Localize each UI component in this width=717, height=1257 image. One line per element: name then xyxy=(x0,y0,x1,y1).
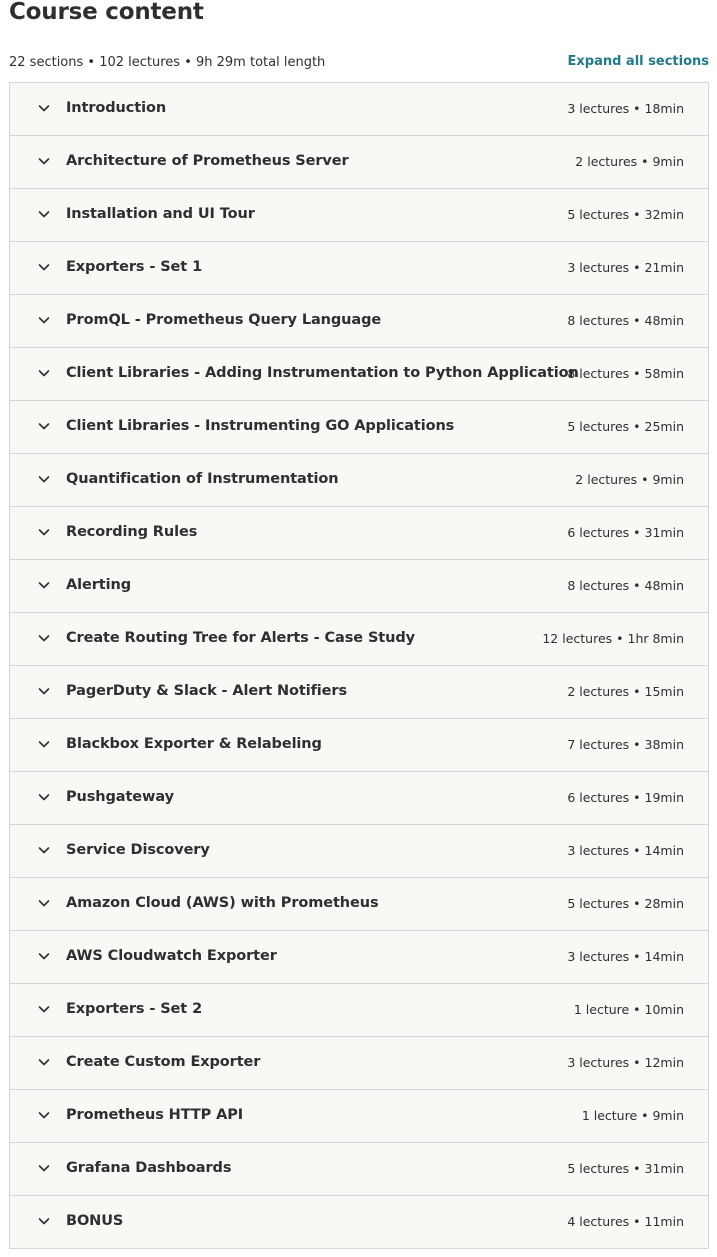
section-title: Exporters - Set 2 xyxy=(66,1001,203,1017)
section-title: Introduction xyxy=(66,100,167,116)
chevron-down-icon xyxy=(38,738,50,750)
section-title: Pushgateway xyxy=(66,789,174,805)
section-row-18[interactable] xyxy=(10,984,708,1037)
section-row-16[interactable] xyxy=(10,878,708,931)
section-title: Exporters - Set 1 xyxy=(66,259,203,275)
section-lecture-count: 1 lecture • 9min xyxy=(581,1108,684,1123)
section-title: Architecture of Prometheus Server xyxy=(66,153,349,169)
section-lecture-count: 3 lectures • 14min xyxy=(567,949,684,964)
section-lecture-count: 8 lectures • 48min xyxy=(567,578,684,593)
section-row-17[interactable] xyxy=(10,931,708,984)
chevron-down-icon xyxy=(38,473,50,485)
chevron-down-icon xyxy=(38,1109,50,1121)
chevron-down-icon xyxy=(38,950,50,962)
chevron-down-icon xyxy=(38,261,50,273)
course-summary: 22 sections • 102 lectures • 9h 29m total length xyxy=(9,55,326,70)
section-row-2[interactable] xyxy=(10,136,708,189)
chevron-down-icon xyxy=(38,791,50,803)
section-lecture-count: 2 lectures • 9min xyxy=(575,154,684,169)
section-title: Client Libraries - Instrumenting GO Applications xyxy=(66,418,455,434)
section-title: Service Discovery xyxy=(66,842,210,858)
section-lecture-count: 7 lectures • 38min xyxy=(567,737,684,752)
section-title: Grafana Dashboards xyxy=(66,1160,232,1176)
chevron-down-icon xyxy=(38,1215,50,1227)
section-lecture-count: 5 lectures • 28min xyxy=(567,896,684,911)
section-title: Alerting xyxy=(66,577,131,593)
chevron-down-icon xyxy=(38,367,50,379)
section-title: Quantification of Instrumentation xyxy=(66,471,339,487)
section-row-19[interactable] xyxy=(10,1037,708,1090)
section-row-15[interactable] xyxy=(10,825,708,878)
section-lecture-count: 3 lectures • 21min xyxy=(567,260,684,275)
section-title: Recording Rules xyxy=(66,524,198,540)
section-row-20[interactable] xyxy=(10,1090,708,1143)
section-row-14[interactable] xyxy=(10,772,708,825)
section-row-6[interactable] xyxy=(10,348,708,401)
sections-accordion xyxy=(9,82,709,1249)
chevron-down-icon xyxy=(38,579,50,591)
section-lecture-count: 8 lectures • 58min xyxy=(567,366,684,381)
section-row-13[interactable] xyxy=(10,719,708,772)
section-title: Create Custom Exporter xyxy=(66,1054,261,1070)
section-row-9[interactable] xyxy=(10,507,708,560)
section-title: Blackbox Exporter & Relabeling xyxy=(66,736,322,752)
section-row-21[interactable] xyxy=(10,1143,708,1196)
section-title: Client Libraries - Adding Instrumentation to Python Application xyxy=(66,365,579,381)
section-lecture-count: 5 lectures • 31min xyxy=(567,1161,684,1176)
section-row-7[interactable] xyxy=(10,401,708,454)
section-lecture-count: 6 lectures • 19min xyxy=(567,790,684,805)
chevron-down-icon xyxy=(38,632,50,644)
section-lecture-count: 3 lectures • 18min xyxy=(567,101,684,116)
section-row-12[interactable] xyxy=(10,666,708,719)
section-lecture-count: 3 lectures • 14min xyxy=(567,843,684,858)
section-title: PromQL - Prometheus Query Language xyxy=(66,312,382,328)
section-lecture-count: 6 lectures • 31min xyxy=(567,525,684,540)
section-lecture-count: 8 lectures • 48min xyxy=(567,313,684,328)
section-lecture-count: 4 lectures • 11min xyxy=(567,1214,684,1229)
page-title: Course content xyxy=(9,0,204,25)
section-lecture-count: 5 lectures • 25min xyxy=(567,419,684,434)
chevron-down-icon xyxy=(38,314,50,326)
section-lecture-count: 2 lectures • 15min xyxy=(567,684,684,699)
section-row-11[interactable] xyxy=(10,613,708,666)
section-title: Installation and UI Tour xyxy=(66,206,255,222)
section-title: BONUS xyxy=(66,1213,124,1229)
chevron-down-icon xyxy=(38,420,50,432)
chevron-down-icon xyxy=(38,844,50,856)
chevron-down-icon xyxy=(38,1056,50,1068)
section-row-5[interactable] xyxy=(10,295,708,348)
expand-all-sections-button[interactable]: Expand all sections xyxy=(567,54,709,69)
section-title: Prometheus HTTP API xyxy=(66,1107,244,1123)
course-summary-row xyxy=(9,55,709,73)
section-lecture-count: 3 lectures • 12min xyxy=(567,1055,684,1070)
chevron-down-icon xyxy=(38,685,50,697)
chevron-down-icon xyxy=(38,1003,50,1015)
section-title: Create Routing Tree for Alerts - Case Study xyxy=(66,630,415,646)
section-row-4[interactable] xyxy=(10,242,708,295)
section-row-1[interactable] xyxy=(10,83,708,136)
chevron-down-icon xyxy=(38,155,50,167)
section-row-22[interactable] xyxy=(10,1196,708,1248)
section-lecture-count: 5 lectures • 32min xyxy=(567,207,684,222)
section-lecture-count: 12 lectures • 1hr 8min xyxy=(542,631,684,646)
chevron-down-icon xyxy=(38,526,50,538)
section-lecture-count: 2 lectures • 9min xyxy=(575,472,684,487)
section-lecture-count: 1 lecture • 10min xyxy=(573,1002,684,1017)
chevron-down-icon xyxy=(38,1162,50,1174)
section-title: AWS Cloudwatch Exporter xyxy=(66,948,277,964)
section-title: PagerDuty & Slack - Alert Notifiers xyxy=(66,683,347,699)
section-row-3[interactable] xyxy=(10,189,708,242)
section-row-8[interactable] xyxy=(10,454,708,507)
chevron-down-icon xyxy=(38,208,50,220)
section-row-10[interactable] xyxy=(10,560,708,613)
chevron-down-icon xyxy=(38,102,50,114)
section-title: Amazon Cloud (AWS) with Prometheus xyxy=(66,895,379,911)
chevron-down-icon xyxy=(38,897,50,909)
